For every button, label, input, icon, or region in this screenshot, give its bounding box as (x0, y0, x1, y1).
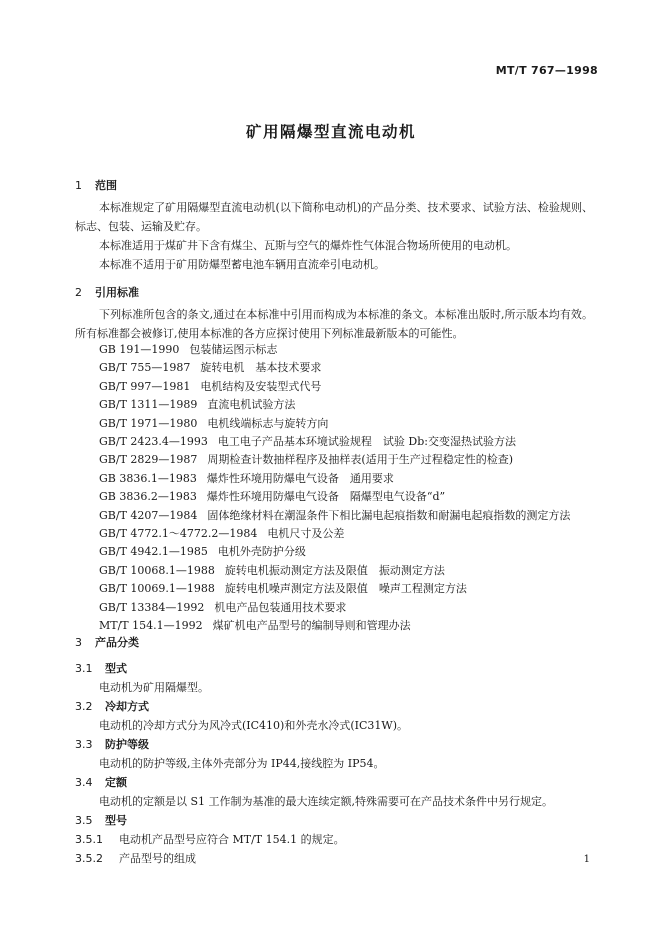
reference-title: 旋转电机 基本技术要求 (200, 361, 322, 375)
reference-item (99, 599, 346, 615)
section-1-heading (75, 177, 117, 193)
reference-code: MT/T 154.1—1992 (99, 619, 203, 632)
reference-item (99, 396, 295, 412)
reference-code: GB 3836.2—1983 (99, 490, 197, 504)
section-2-paragraph-1: 下列标准所包含的条文,通过在本标准中引用而构成为本标准的条文。本标准出版时,所示版本均有效。所有标准都会被修订,使用本标准的各方应探讨使用下列标准最新版本的可能性。 (75, 308, 593, 340)
reference-item (99, 562, 445, 578)
reference-item (99, 378, 321, 394)
reference-code: GB/T 13384—1992 (99, 600, 205, 614)
section-number: 3 (75, 636, 82, 649)
reference-item (99, 580, 467, 596)
subsection-number: 3.3 (75, 738, 93, 751)
subsection-title: 型号 (105, 814, 127, 827)
reference-title: 电工电子产品基本环境试验规程 试验 Db:交变湿热试验方法 (217, 435, 516, 448)
reference-code: GB/T 1971—1980 (99, 416, 198, 430)
subsection-title: 型式 (105, 662, 127, 675)
reference-title: 电机尺寸及公差 (267, 527, 345, 540)
reference-title: 周期检查计数抽样程序及抽样表(适用于生产过程稳定性的检查) (207, 453, 513, 467)
section-1-paragraph-2: 本标准适用于煤矿井下含有煤尘、瓦斯与空气的爆炸性气体混合物场所使用的电动机。 (99, 239, 517, 252)
reference-title: 爆炸性环境用防爆电气设备 隔爆型电气设备“d” (206, 490, 446, 504)
reference-code: GB/T 10068.1—1988 (99, 563, 215, 577)
subsection-3-1-text: 电动机为矿用隔爆型。 (99, 681, 209, 694)
reference-item (99, 359, 321, 375)
clause-text: 产品型号的组成 (119, 852, 196, 865)
reference-code: GB/T 997—1981 (99, 379, 191, 393)
reference-title: 直流电机试验方法 (207, 398, 296, 412)
subsection-number: 3.5 (75, 814, 93, 827)
section-title: 范围 (95, 179, 117, 192)
subsection-3-4-heading (75, 774, 127, 790)
section-title: 产品分类 (95, 636, 139, 649)
subsection-3-2-heading (75, 698, 149, 714)
reference-item (99, 543, 306, 559)
subsection-number: 3.4 (75, 776, 93, 789)
reference-code: GB/T 4772.1～4772.2—1984 (99, 527, 258, 540)
reference-title: 电机结构及安装型式代号 (200, 379, 322, 393)
subsection-3-3-heading (75, 736, 149, 752)
reference-item (99, 488, 445, 504)
section-3-heading (75, 634, 139, 650)
reference-item (99, 617, 411, 633)
subsection-3-1-heading (75, 660, 127, 676)
reference-code: GB 3836.1—1983 (99, 471, 197, 485)
reference-code: GB/T 1311—1989 (99, 398, 198, 412)
reference-item (99, 433, 516, 449)
reference-code: GB/T 4207—1984 (99, 508, 198, 522)
section-1-paragraph-3: 本标准不适用于矿用防爆型蓄电池车辆用直流牵引电动机。 (99, 258, 385, 271)
reference-code: GB/T 2829—1987 (99, 453, 198, 467)
clause-number: 3.5.2 (75, 852, 103, 865)
clause-3-5-2 (75, 850, 196, 866)
reference-title: 包装储运图示标志 (189, 343, 278, 356)
reference-code: GB/T 2423.4—1993 (99, 435, 208, 448)
subsection-3-2-text: 电动机的冷却方式分为风冷式(IC410)和外壳水冷式(IC31W)。 (99, 719, 408, 732)
reference-item (99, 525, 344, 541)
section-1-paragraph-1: 本标准规定了矿用隔爆型直流电动机(以下简称电动机)的产品分类、技术要求、试验方法、检验规则、标志、包装、运输及贮存。 (75, 201, 593, 233)
subsection-title: 防护等级 (105, 738, 149, 751)
clause-text: 电动机产品型号应符合 MT/T 154.1 的规定。 (119, 833, 345, 846)
subsection-title: 定额 (105, 776, 127, 789)
subsection-3-5-heading (75, 812, 127, 828)
reference-code: GB/T 10069.1—1988 (99, 582, 215, 596)
section-title: 引用标准 (95, 286, 139, 299)
reference-title: 电机线端标志与旋转方向 (207, 416, 329, 430)
reference-code: GB/T 755—1987 (99, 361, 191, 375)
section-number: 2 (75, 286, 82, 299)
reference-code: GB 191—1990 (99, 343, 180, 356)
document-title: 矿用隔爆型直流电动机 (245, 123, 416, 141)
reference-title: 固体绝缘材料在潮湿条件下相比漏电起痕指数和耐漏电起痕指数的测定方法 (207, 508, 571, 522)
section-2-heading (75, 284, 139, 300)
reference-item (99, 415, 328, 431)
reference-title: 爆炸性环境用防爆电气设备 通用要求 (206, 471, 394, 485)
reference-item (99, 470, 394, 486)
reference-title: 煤矿机电产品型号的编制导则和管理办法 (212, 619, 411, 632)
subsection-title: 冷却方式 (105, 700, 149, 713)
clause-number: 3.5.1 (75, 833, 103, 846)
reference-title: 旋转电机噪声测定方法及限值 噪声工程测定方法 (224, 582, 467, 596)
page-number: 1 (583, 854, 590, 865)
reference-item (99, 451, 513, 467)
subsection-number: 3.2 (75, 700, 93, 713)
reference-item (99, 507, 570, 523)
section-number: 1 (75, 179, 82, 192)
reference-title: 旋转电机振动测定方法及限值 振动测定方法 (224, 563, 445, 577)
subsection-number: 3.1 (75, 662, 93, 675)
reference-title: 电机外壳防护分级 (217, 545, 306, 559)
subsection-3-3-text: 电动机的防护等级,主体外壳部分为 IP44,接线腔为 IP54。 (99, 757, 385, 770)
standard-code: MT/T 767—1998 (495, 64, 598, 77)
clause-3-5-1 (75, 831, 345, 847)
subsection-3-4-text: 电动机的定额是以 S1 工作制为基准的最大连续定额,特殊需要可在产品技术条件中另行规定。 (99, 795, 554, 808)
reference-code: GB/T 4942.1—1985 (99, 545, 208, 559)
reference-title: 机电产品包装通用技术要求 (214, 600, 347, 614)
reference-item (99, 341, 277, 357)
